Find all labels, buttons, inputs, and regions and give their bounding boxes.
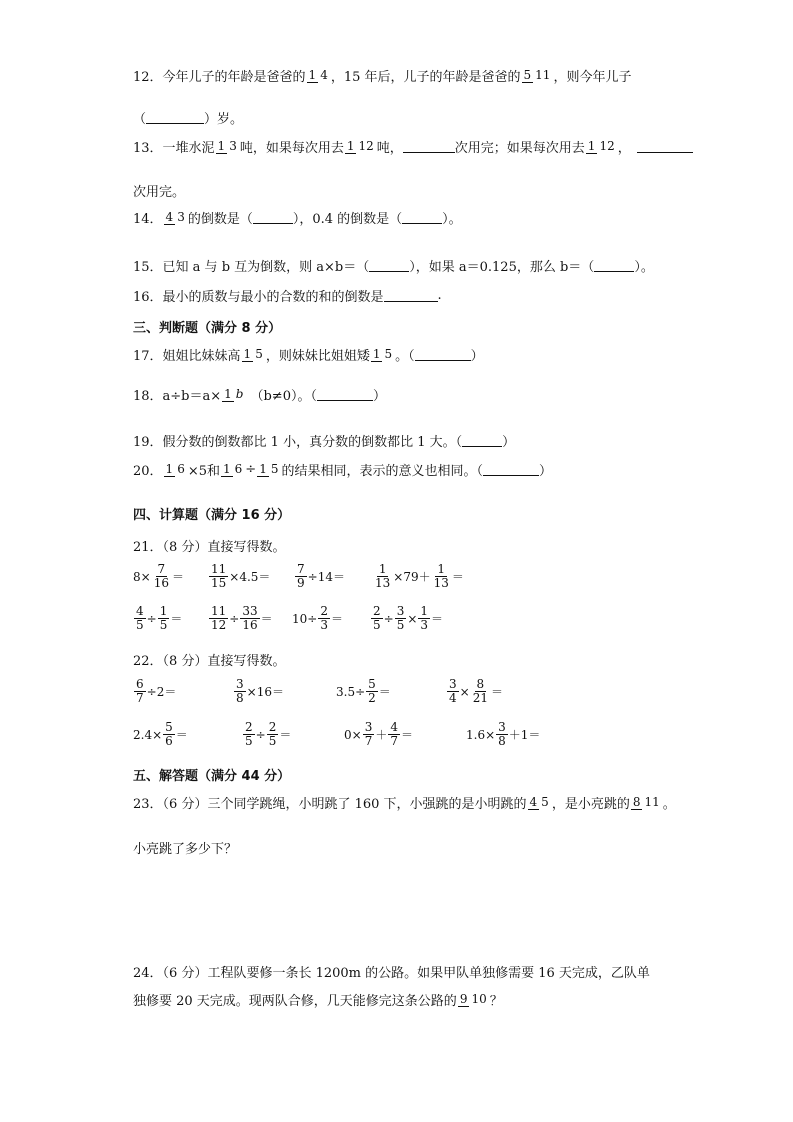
denominator: 8 [498, 734, 506, 748]
denominator: 5 [373, 618, 381, 632]
calc-text: × [459, 684, 470, 699]
numerator: 1 [259, 462, 267, 476]
denominator: 6 [177, 462, 185, 476]
calc-text: ＝ [170, 612, 183, 626]
numerator: 9 [459, 992, 468, 1006]
numerator: 2 [373, 604, 381, 618]
numerator: 1 [223, 462, 231, 476]
q13-text-3: 吨， [376, 141, 403, 156]
fraction [164, 211, 187, 224]
fraction [216, 140, 239, 153]
q23-text-3: 。 [662, 797, 676, 812]
calc-item [294, 563, 345, 590]
denominator: 12 [358, 139, 374, 153]
denominator: 5 [159, 618, 168, 632]
q14-text-2: ），0.4 的倒数是（ [292, 212, 403, 227]
fraction [295, 563, 307, 590]
calc-text: 10÷ [292, 611, 318, 626]
denominator: 2 [368, 691, 376, 705]
calc-text: ＝ [490, 685, 503, 699]
q22-text: 22．（8 分）直接写得数。 [133, 654, 286, 669]
section-title: 三、判断题（满分 8 分） [133, 321, 282, 336]
numerator: 7 [157, 562, 166, 576]
calc-item [466, 721, 540, 748]
answer-blank[interactable] [415, 349, 471, 361]
numerator: 1 [217, 139, 226, 153]
calc-text: ＋1＝ [508, 728, 541, 742]
calc-text: × [407, 611, 418, 626]
calc-item [242, 721, 291, 748]
numerator: 1 [437, 562, 446, 576]
fraction [134, 605, 146, 632]
numerator: 3 [449, 677, 457, 691]
q12-text-3: ，则今年儿子 [553, 70, 632, 85]
fraction [257, 463, 280, 476]
denominator: 3 [320, 618, 328, 632]
q18-text-3: ） [372, 389, 386, 404]
q17-text-3: 。（ [395, 349, 415, 364]
numerator: 4 [165, 210, 174, 224]
q15-text-1: 15．已知 a 与 b 互为倒数，则 a×b＝（ [133, 260, 370, 275]
denominator: 10 [471, 992, 487, 1006]
denominator: 11 [644, 795, 660, 809]
denominator: 5 [268, 734, 277, 748]
fraction [388, 721, 400, 748]
fraction [528, 796, 551, 809]
q24-text-2: 独修要 20 天完成。现两队合修，几天能修完这条公路的 [133, 994, 457, 1009]
denominator: 5 [255, 347, 263, 361]
question-21 [133, 536, 285, 555]
fraction [242, 348, 265, 361]
answer-blank[interactable] [253, 212, 293, 224]
numerator: 11 [211, 604, 227, 618]
numerator: 5 [523, 68, 532, 82]
numerator: 2 [245, 720, 253, 734]
denominator: 16 [242, 618, 258, 632]
q14-number: 14． [133, 212, 163, 227]
q14-text-1: 的倒数是（ [187, 212, 253, 227]
q19-text-2: ） [502, 435, 516, 450]
q17-text-1: 17．姐姐比妹妹高 [133, 349, 241, 364]
numerator: 5 [368, 677, 376, 691]
q13-text-6: 次用完。 [133, 185, 186, 200]
q24-text-3: ？ [489, 994, 503, 1009]
numerator: 3 [396, 604, 405, 618]
numerator: 1 [165, 462, 174, 476]
denominator: 4 [449, 691, 457, 705]
denominator: 8 [236, 691, 244, 705]
paren-open: （ [133, 112, 147, 127]
answer-blank[interactable] [146, 112, 204, 124]
numerator: 33 [242, 604, 258, 618]
fraction [496, 721, 508, 748]
fraction [522, 69, 553, 82]
fraction [432, 563, 451, 590]
fraction [471, 678, 490, 705]
fraction [222, 388, 245, 401]
denominator: 11 [535, 68, 551, 82]
section-title: 四、计算题（满分 16 分） [133, 508, 291, 523]
answer-blank[interactable] [384, 290, 438, 302]
question-14 [133, 208, 462, 227]
q20-number: 20． [133, 464, 163, 479]
denominator: 5 [270, 462, 279, 476]
fraction [631, 796, 662, 809]
fraction [447, 678, 459, 705]
question-13-cont [133, 181, 185, 200]
calc-text: 3.5÷ [336, 684, 366, 699]
numerator: 1 [159, 604, 168, 618]
calc-text: ÷14＝ [307, 570, 345, 584]
numerator: 2 [320, 604, 328, 618]
calc-text: ×4.5＝ [229, 570, 271, 584]
numerator: 3 [236, 677, 244, 691]
denominator: 7 [390, 734, 398, 748]
numerator: 2 [268, 720, 277, 734]
denominator: 5 [396, 618, 405, 632]
numerator: 7 [297, 562, 305, 576]
numerator: 1 [420, 604, 429, 618]
q14-text-3: ）。 [442, 212, 462, 227]
fraction [318, 605, 330, 632]
numerator: 1 [378, 562, 387, 576]
calc-item [446, 678, 503, 705]
fraction [418, 605, 430, 632]
denominator: 6 [234, 462, 243, 476]
section-title: 五、解答题（满分 44 分） [133, 769, 291, 784]
question-15 [133, 256, 654, 275]
calc-text: ＝ [378, 685, 391, 699]
q23-text-4: 小亮跳了多少下？ [133, 842, 238, 857]
numerator: 8 [632, 795, 641, 809]
q19-text-1: 19．假分数的倒数都比 1 小，真分数的倒数都比 1 大。（ [133, 435, 463, 450]
answer-blank[interactable] [462, 435, 502, 447]
answer-blank[interactable] [402, 212, 442, 224]
question-20 [133, 460, 552, 479]
calc-item [133, 678, 176, 705]
fraction [586, 140, 617, 153]
calc-text: ÷ [146, 611, 157, 626]
denominator: b [235, 387, 244, 401]
calc-item [233, 678, 284, 705]
fraction [158, 605, 170, 632]
denominator: 12 [211, 618, 227, 632]
q18-text-2: （b≠0）。（ [250, 389, 317, 404]
numerator: 1 [224, 387, 232, 401]
question-13 [133, 137, 693, 156]
q18-text-1: 18．a÷b＝a× [133, 389, 222, 404]
fraction [240, 605, 259, 632]
fraction [234, 678, 246, 705]
answer-blank[interactable] [403, 141, 455, 153]
question-24 [133, 962, 650, 981]
numerator: 4 [390, 720, 398, 734]
fraction [366, 678, 378, 705]
numerator: 3 [364, 720, 373, 734]
numerator: 8 [476, 677, 485, 691]
denominator: 16 [153, 576, 169, 590]
fraction [458, 993, 489, 1006]
calc-text: 2.4× [133, 727, 163, 742]
numerator: 1 [243, 347, 252, 361]
calc-text: 8× [133, 569, 151, 584]
answer-blank[interactable] [483, 464, 539, 476]
calc-text: ×16＝ [246, 685, 284, 699]
denominator: 13 [375, 576, 391, 590]
question-23 [133, 793, 676, 812]
question-19 [133, 431, 515, 450]
fraction [209, 563, 228, 590]
denominator: 5 [136, 618, 144, 632]
calc-text: ＝ [330, 612, 343, 626]
calc-text: 0× [344, 727, 362, 742]
q16-text-1: 16．最小的质数与最小的合数的和的倒数是 [133, 290, 384, 305]
numerator: 1 [587, 139, 596, 153]
denominator: 6 [165, 734, 173, 748]
calc-item [133, 605, 182, 632]
question-16 [133, 286, 442, 305]
question-23-cont [133, 838, 237, 857]
denominator: 5 [384, 347, 393, 361]
denominator: 7 [364, 734, 373, 748]
calc-text: ＝ [431, 612, 444, 626]
q20-text-3: 的结果相同，表示的意义也相同。（ [281, 464, 483, 479]
calc-text: ＝ [260, 612, 273, 626]
question-22 [133, 650, 285, 669]
calc-text: ×79＋ [393, 570, 431, 584]
q13-text-5: ， [617, 141, 631, 156]
question-12-answer-line [133, 108, 243, 127]
calc-item [372, 563, 464, 590]
calc-item [208, 605, 273, 632]
numerator: 5 [165, 720, 173, 734]
question-12 [133, 66, 631, 85]
numerator: 6 [136, 677, 144, 691]
numerator: 4 [136, 604, 144, 618]
calc-item [336, 678, 391, 705]
numerator: 1 [372, 347, 381, 361]
fraction [345, 140, 376, 153]
q13-text-2: 吨，如果每次用去 [239, 141, 344, 156]
calc-text: ＝ [171, 570, 184, 584]
fraction [267, 721, 279, 748]
denominator: 15 [211, 576, 227, 590]
denominator: 21 [472, 691, 488, 705]
denominator: 5 [245, 734, 253, 748]
q20-text-1: ×5和 [187, 464, 220, 479]
fraction [371, 348, 394, 361]
calc-item [344, 721, 413, 748]
denominator: 3 [229, 139, 237, 153]
calc-item [133, 721, 188, 748]
fraction [164, 463, 187, 476]
denominator: 13 [433, 576, 449, 590]
fraction [307, 69, 330, 82]
fraction [373, 563, 392, 590]
answer-blank[interactable] [637, 141, 693, 153]
q16-text-2: . [437, 288, 442, 303]
numerator: 1 [346, 139, 355, 153]
denominator: 12 [599, 139, 615, 153]
q15-text-2: ），如果 a＝0.125，那么 b＝（ [409, 260, 595, 275]
numerator: 1 [308, 68, 317, 82]
question-17 [133, 345, 484, 364]
answer-blank[interactable] [317, 389, 373, 401]
calc-text: ÷ [383, 611, 394, 626]
calc-text: ＋ [375, 728, 388, 742]
q23-text-1: 23．（6 分）三个同学跳绳，小明跳了 160 下，小强跳的是小明跳的 [133, 797, 527, 812]
denominator: 4 [320, 68, 328, 82]
q20-text-2: ÷ [245, 462, 257, 477]
q15-text-3: ）。 [634, 260, 654, 275]
calc-text: ÷ [229, 611, 240, 626]
calc-item [133, 563, 184, 590]
q17-text-4: ） [470, 349, 484, 364]
calc-text: 1.6× [466, 727, 496, 742]
q20-text-4: ） [538, 464, 552, 479]
q12-text-2: ，15 年后，儿子的年龄是爸爸的 [330, 70, 521, 85]
paren-close: ）岁。 [204, 112, 244, 127]
denominator: 5 [541, 795, 549, 809]
q17-text-2: ，则妹妹比姐姐矮 [265, 349, 370, 364]
denominator: 7 [136, 691, 144, 705]
calc-text: ＝ [401, 728, 414, 742]
q12-text-1: 12．今年儿子的年龄是爸爸的 [133, 70, 306, 85]
answer-blank[interactable] [369, 260, 409, 272]
section-heading-4 [133, 504, 290, 523]
fraction [209, 605, 228, 632]
numerator: 3 [498, 720, 506, 734]
fraction [134, 678, 146, 705]
fraction [371, 605, 383, 632]
answer-blank[interactable] [594, 260, 634, 272]
section-heading-5 [133, 765, 290, 784]
calc-text: ＝ [279, 728, 292, 742]
q24-text-1: 24．（6 分）工程队要修一条长 1200m 的公路。如果甲队单独修需要 16 天完成，乙队单 [133, 966, 650, 981]
calc-text: ＝ [175, 728, 188, 742]
numerator: 11 [211, 562, 227, 576]
numerator: 4 [529, 795, 538, 809]
q21-text: 21．（8 分）直接写得数。 [133, 540, 286, 555]
fraction [395, 605, 407, 632]
fraction [363, 721, 375, 748]
fraction [163, 721, 175, 748]
q23-text-2: ，是小亮跳的 [551, 797, 630, 812]
calc-text: ÷2＝ [146, 685, 177, 699]
fraction [152, 563, 171, 590]
fraction [243, 721, 255, 748]
denominator: 9 [297, 576, 305, 590]
q13-text-1: 13．一堆水泥 [133, 141, 215, 156]
question-18 [133, 385, 386, 404]
denominator: 3 [177, 210, 185, 224]
q13-text-4: 次用完；如果每次用去 [454, 141, 585, 156]
fraction [221, 463, 244, 476]
calc-item [370, 605, 443, 632]
calc-item [292, 605, 343, 632]
denominator: 3 [420, 618, 429, 632]
calc-item [208, 563, 270, 590]
calc-text: ＝ [451, 570, 464, 584]
section-heading-3 [133, 317, 281, 336]
calc-text: ÷ [255, 727, 266, 742]
question-24-cont [133, 990, 503, 1009]
